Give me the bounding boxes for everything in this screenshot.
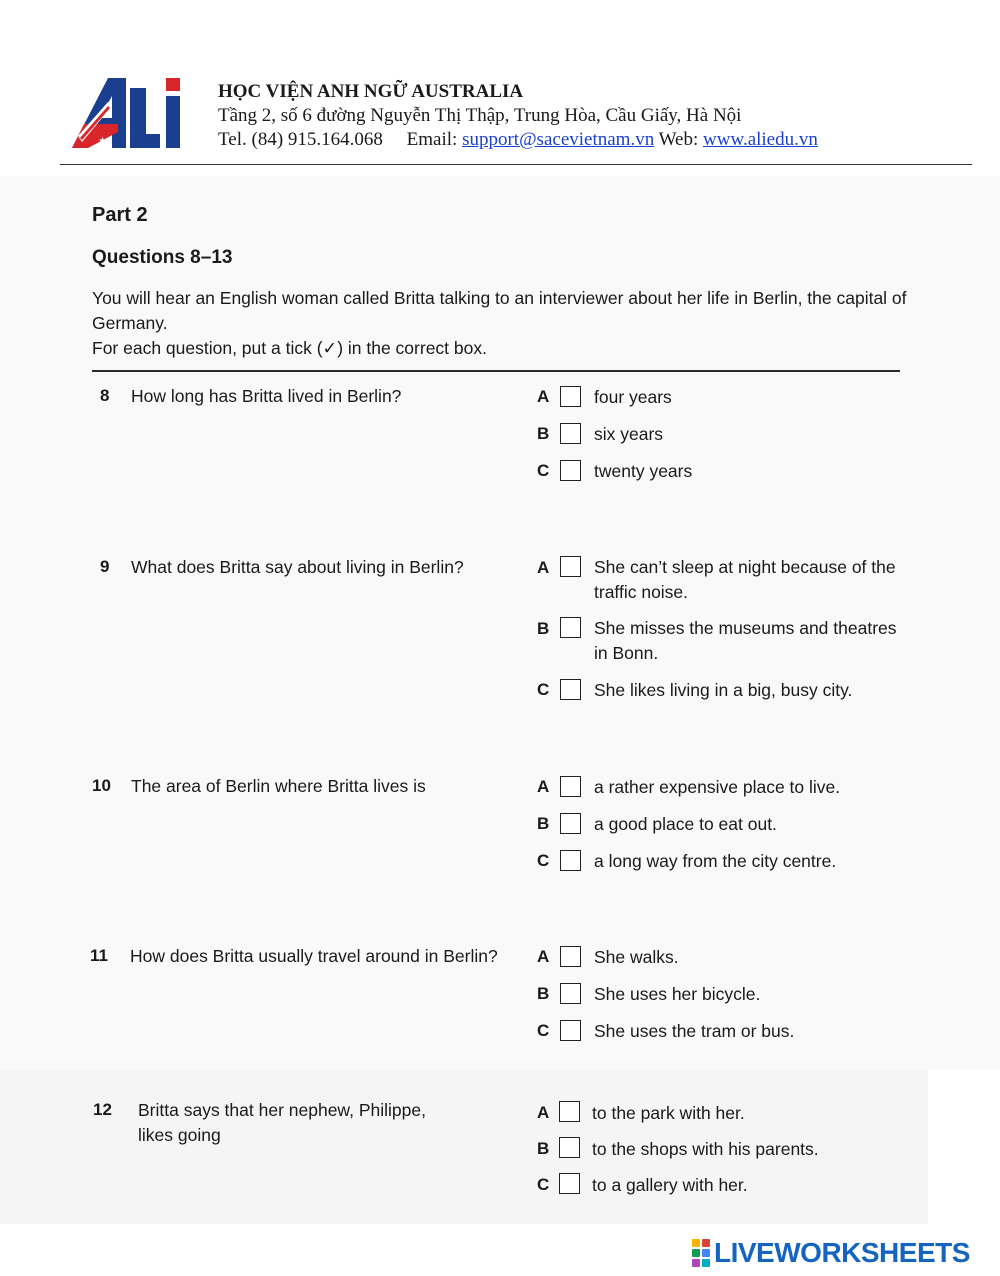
option-text: She can’t sleep at night because of the traffic noise.: [594, 557, 896, 602]
question-text: How does Britta usually travel around in Berlin?: [130, 946, 498, 966]
instructions-line2: For each question, put a tick (✓) in the correct box.: [92, 338, 487, 358]
question-text: What does Britta say about living in Berlin?: [131, 557, 464, 577]
option-text: to a gallery with her.: [592, 1175, 748, 1195]
option-letter: B: [537, 619, 550, 638]
answer-checkbox[interactable]: [559, 1101, 580, 1122]
answer-checkbox[interactable]: [560, 983, 581, 1004]
email-link[interactable]: support@sacevietnam.vn: [462, 129, 655, 150]
answer-checkbox[interactable]: [560, 813, 581, 834]
answer-checkbox[interactable]: [560, 776, 581, 797]
option-text: She uses her bicycle.: [594, 984, 761, 1004]
option-text: She misses the museums and theatres in Bonn.: [594, 618, 897, 663]
answer-checkbox[interactable]: [560, 556, 581, 577]
instructions: [92, 286, 912, 361]
option-letter: A: [537, 947, 550, 966]
institute-name: HỌC VIỆN ANH NGỮ AUSTRALIA: [218, 81, 524, 102]
option-letter: B: [537, 814, 550, 833]
option-letter: C: [537, 1021, 550, 1040]
answer-checkbox[interactable]: [560, 617, 581, 638]
question-number: 10: [92, 776, 111, 795]
question-number: 8: [100, 386, 110, 405]
email-label: Email:: [406, 129, 458, 150]
option-text: She likes living in a big, busy city.: [594, 680, 853, 700]
option-text: to the shops with his parents.: [592, 1139, 819, 1159]
web-link[interactable]: www.aliedu.vn: [703, 129, 818, 150]
header-divider: [60, 164, 972, 165]
question-text: Britta says that her nephew, Philippe, likes going: [138, 1100, 426, 1145]
option-letter: B: [537, 424, 550, 443]
option-letter: B: [537, 984, 550, 1003]
tel: Tel. (84) 915.164.068: [218, 129, 383, 150]
answer-checkbox[interactable]: [559, 1137, 580, 1158]
answer-checkbox[interactable]: [560, 460, 581, 481]
question-number: 9: [100, 557, 110, 576]
ali-logo: [68, 66, 188, 156]
answer-checkbox[interactable]: [560, 423, 581, 444]
option-letter: A: [537, 558, 550, 577]
option-text: a good place to eat out.: [594, 814, 777, 834]
option-text: six years: [594, 424, 664, 444]
ali-logo-graphic: [68, 66, 188, 156]
option-text: She walks.: [594, 947, 679, 967]
question-text: The area of Berlin where Britta lives is: [131, 776, 426, 796]
answer-checkbox[interactable]: [560, 679, 581, 700]
answer-checkbox[interactable]: [560, 946, 581, 967]
option-letter: A: [537, 1103, 550, 1122]
svg-text:★: ★: [98, 136, 107, 147]
option-text: to the park with her.: [592, 1103, 745, 1123]
option-letter: A: [537, 387, 550, 406]
instructions-divider: [92, 370, 900, 372]
option-text: four years: [594, 387, 672, 407]
option-text: twenty years: [594, 461, 693, 481]
answer-checkbox[interactable]: [560, 386, 581, 407]
question-number: 12: [93, 1100, 112, 1119]
option-letter: C: [537, 461, 550, 480]
institute-address: Tầng 2, số 6 đường Nguyễn Thị Thập, Trung Hòa, Cầu Giấy, Hà Nội: [218, 105, 742, 126]
option-letter: C: [537, 851, 550, 870]
answer-checkbox[interactable]: [559, 1173, 580, 1194]
option-text: a rather expensive place to live.: [594, 777, 841, 797]
liveworksheets-logo: [692, 1236, 970, 1270]
instructions-line1: You will hear an English woman called Britta talking to an interviewer about her life in Berlin, the capital of Germany.: [92, 288, 907, 333]
liveworksheets-grid-icon: [692, 1239, 710, 1267]
part-title: Part 2: [92, 204, 148, 226]
answer-checkbox[interactable]: [560, 1020, 581, 1041]
option-letter: B: [537, 1139, 550, 1158]
option-letter: A: [537, 777, 550, 796]
question-text: How long has Britta lived in Berlin?: [131, 386, 402, 406]
institute-contact: [218, 129, 818, 151]
liveworksheets-text: LIVEWORKSHEETS: [714, 1237, 970, 1268]
option-letter: C: [537, 680, 550, 699]
web-label: Web:: [658, 129, 699, 150]
answer-checkbox[interactable]: [560, 850, 581, 871]
question-number: 11: [90, 946, 108, 965]
option-text: She uses the tram or bus.: [594, 1021, 795, 1041]
option-text: a long way from the city centre.: [594, 851, 837, 871]
questions-range: Questions 8–13: [92, 247, 233, 268]
option-letter: C: [537, 1175, 550, 1194]
